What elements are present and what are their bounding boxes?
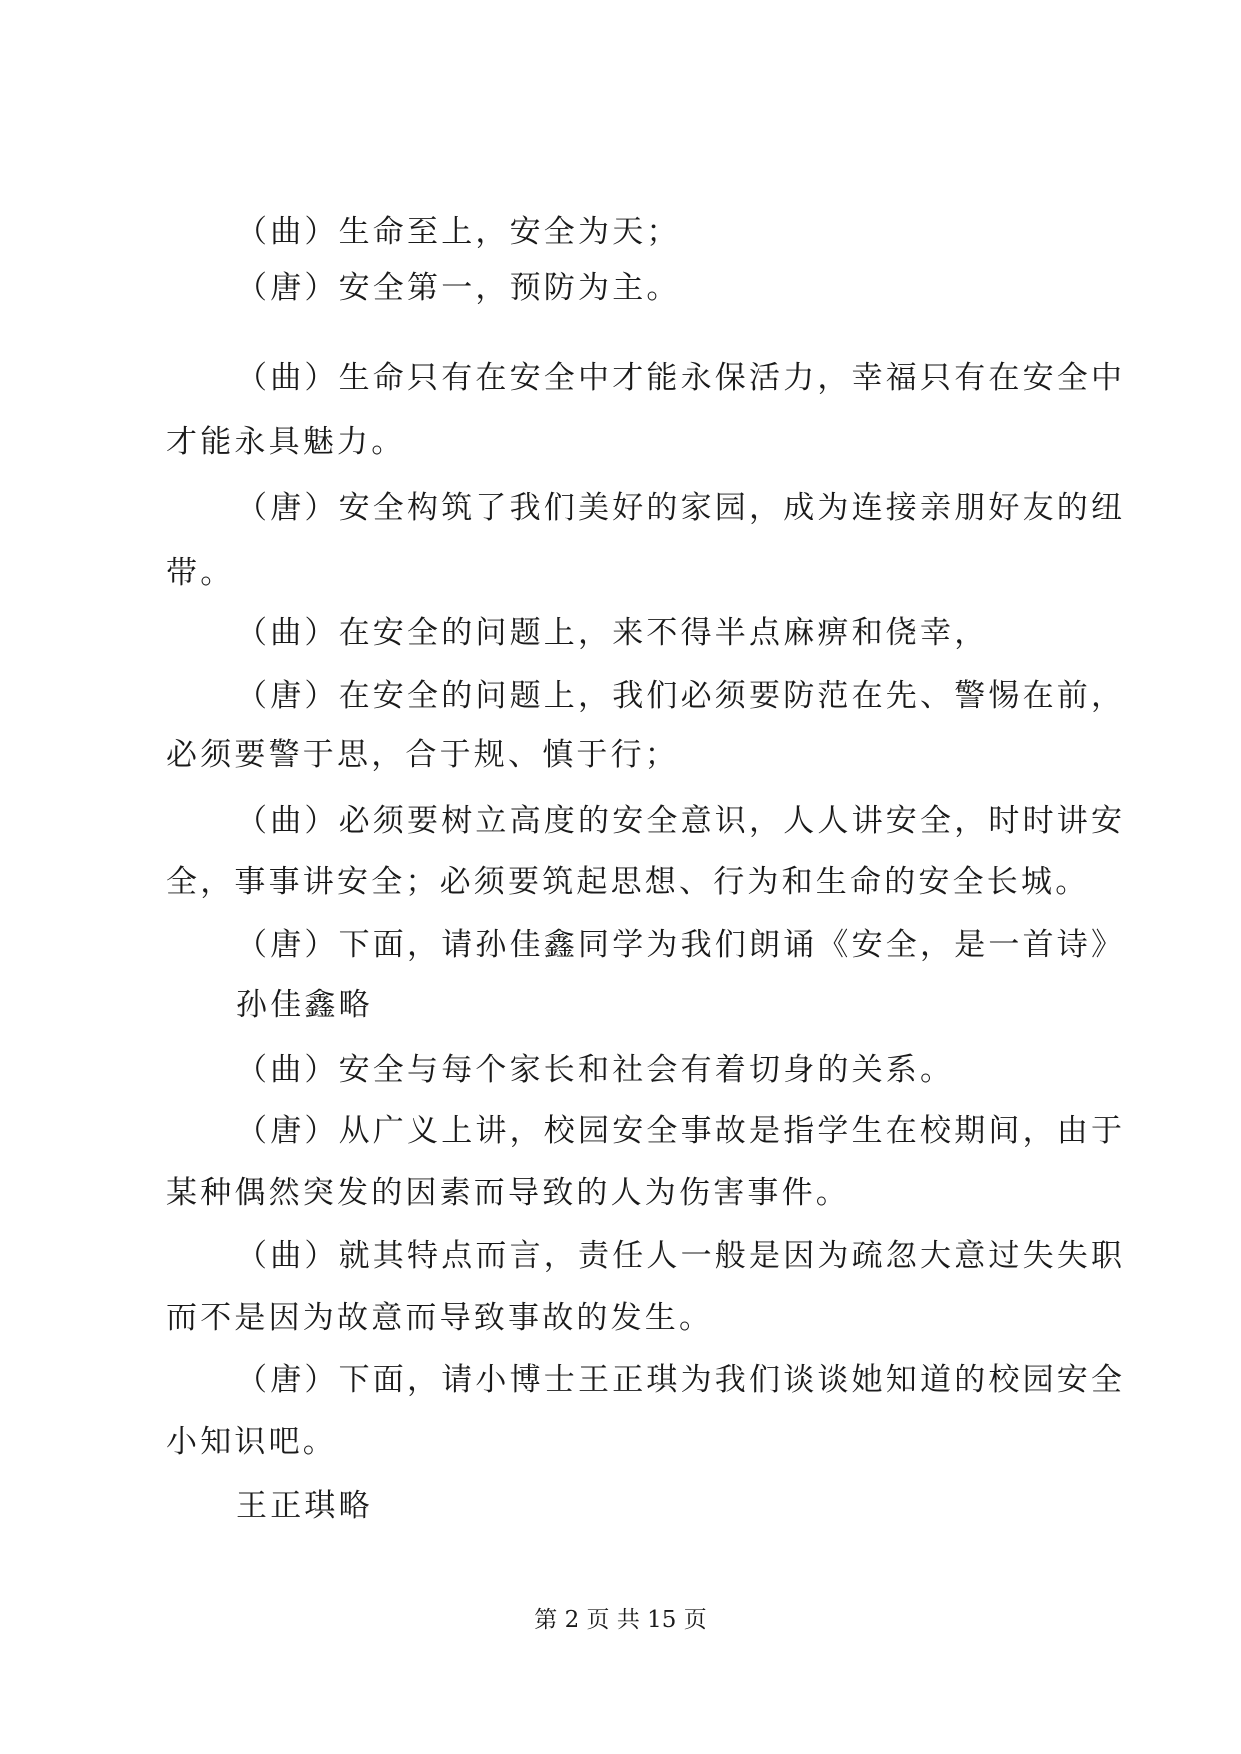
paragraph-line: （曲）安全与每个家长和社会有着切身的关系。 [236,1052,955,1088]
page-number-footer: 第 2 页 共 15 页 [534,1607,707,1633]
paragraph-line: （唐）从广义上讲，校园安全事故是指学生在校期间，由于 [236,1113,1126,1149]
paragraph-line: 才能永具魅力。 [166,424,406,460]
paragraph-line: 王正琪略 [236,1488,373,1524]
paragraph-line: （曲）必须要树立高度的安全意识，人人讲安全，时时讲安 [236,803,1126,839]
paragraph-line: 必须要警于思，合于规、慎于行； [166,737,679,773]
paragraph-line: （曲）在安全的问题上，来不得半点麻痹和侥幸， [236,615,989,651]
paragraph-line: 而不是因为故意而导致事故的发生。 [166,1300,714,1336]
paragraph-line: （曲）生命至上，安全为天； [236,214,681,250]
paragraph-line: 全，事事讲安全；必须要筑起思想、行为和生命的安全长城。 [166,864,1090,900]
paragraph-line: （唐）安全构筑了我们美好的家园，成为连接亲朋好友的纽 [236,490,1126,526]
paragraph-line: 带。 [166,555,235,591]
paragraph-line: （唐）下面，请孙佳鑫同学为我们朗诵《安全，是一首诗》 [236,927,1126,963]
paragraph-line: 某种偶然突发的因素而导致的人为伤害事件。 [166,1175,850,1211]
paragraph-line: （唐）在安全的问题上，我们必须要防范在先、警惕在前， [236,678,1126,714]
paragraph-line: （唐）下面，请小博士王正琪为我们谈谈她知道的校园安全 [236,1362,1126,1398]
paragraph-line: 小知识吧。 [166,1424,337,1460]
paragraph-line: （曲）生命只有在安全中才能永保活力，幸福只有在安全中 [236,360,1126,396]
paragraph-line: 孙佳鑫略 [236,987,373,1023]
paragraph-line: （唐）安全第一，预防为主。 [236,270,681,306]
paragraph-line: （曲）就其特点而言，责任人一般是因为疏忽大意过失失职 [236,1238,1126,1274]
